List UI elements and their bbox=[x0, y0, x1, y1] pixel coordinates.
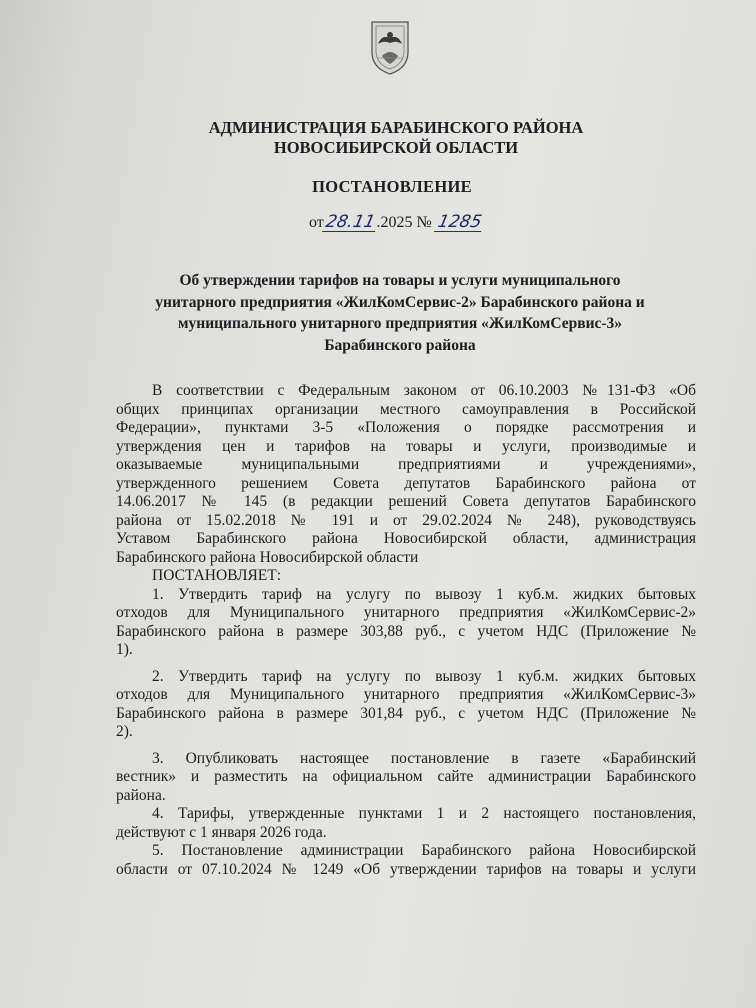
body-line: оказываемые муниципальными предприятиями и учреждениями», bbox=[116, 456, 696, 473]
body-line: вестник» и разместить на официальном сайте администрации Барабинского bbox=[116, 768, 696, 785]
subject-line: Об утверждении тарифов на товары и услуги муниципального bbox=[179, 272, 621, 289]
body-line: 3. Опубликовать настоящее постановление в газете «Барабинский bbox=[152, 749, 696, 767]
coat-of-arms-icon bbox=[366, 18, 414, 76]
body-line: Барабинского района Новосибирской области bbox=[116, 548, 419, 566]
subject-line: муниципального унитарного предприятия «ЖилКомСервис-3» bbox=[177, 315, 623, 332]
body-line: Барабинского района в размере 301,84 руб., с учетом НДС (Приложение № bbox=[116, 704, 696, 722]
item-4-paragraph bbox=[116, 805, 696, 842]
body-line: области от 07.10.2024 № 1249 «Об утверждении тарифов на товары и услуги bbox=[116, 860, 696, 878]
body-line: района от 15.02.2018 № 191 и от 29.02.2024 № 248), руководствуясь bbox=[116, 511, 696, 529]
body-line: Федерации», пунктами 3-5 «Положения о порядке рассмотрения и bbox=[116, 419, 696, 436]
body-line: 2. Утвердить тариф на услугу по вывозу 1 куб.м. жидких бытовых bbox=[152, 667, 696, 685]
body-line: 5. Постановление администрации Барабинского района Новосибирской bbox=[152, 842, 696, 859]
handwritten-date: 28.11 bbox=[323, 212, 377, 232]
subject-line: Барабинского района bbox=[324, 336, 476, 354]
item-5-paragraph bbox=[116, 842, 696, 879]
body-line: действуют с 1 января 2026 года. bbox=[116, 823, 327, 841]
document-type-title: ПОСТАНОВЛЕНИЕ bbox=[312, 177, 472, 196]
body-line: общих принципах организации местного самоуправления в Российской bbox=[116, 400, 696, 418]
handwritten-document-number: 1285 bbox=[435, 212, 484, 232]
resolves-heading: ПОСТАНОВЛЯЕТ: bbox=[152, 567, 282, 584]
item-3-paragraph bbox=[116, 750, 696, 806]
body-line: отходов для Муниципального унитарного предприятия «ЖилКомСервис-2» bbox=[116, 604, 696, 621]
body-line: 1). bbox=[116, 641, 133, 658]
organization-name-line2: НОВОСИБИРСКОЙ ОБЛАСТИ bbox=[273, 138, 519, 157]
date-number-line bbox=[18, 213, 756, 232]
organization-name-line1: АДМИНИСТРАЦИЯ БАРАБИНСКОГО РАЙОНА bbox=[208, 118, 584, 137]
document-body bbox=[116, 382, 696, 879]
subject-line: унитарного предприятия «ЖилКомСервис-2» Барабинского района и bbox=[155, 293, 645, 311]
body-line: 2). bbox=[116, 723, 133, 740]
body-line: В соответствии с Федеральным законом от 06.10.2003 №131-ФЗ «Об bbox=[152, 382, 696, 399]
body-line: отходов для Муниципального унитарного предприятия «ЖилКомСервис-3» bbox=[116, 686, 696, 703]
body-line: Уставом Барабинского района Новосибирской области, администрация bbox=[116, 530, 696, 547]
item-2-paragraph bbox=[116, 668, 696, 742]
body-line: 4. Тарифы, утвержденные пунктами 1 и 2 настоящего постановления, bbox=[152, 805, 696, 822]
body-line: 1. Утвердить тариф на услугу по вывозу 1 куб.м. жидких бытовых bbox=[152, 585, 696, 603]
document-subject bbox=[120, 270, 680, 356]
preamble-paragraph bbox=[116, 382, 696, 567]
body-line: утвержденного решением Совета депутатов Барабинского района от bbox=[116, 474, 696, 492]
date-prefix: от bbox=[309, 214, 324, 231]
item-1-paragraph bbox=[116, 586, 696, 660]
body-line: утверждения цен и тарифов на товары и услуги, производимые и bbox=[116, 437, 696, 455]
body-line: района. bbox=[116, 786, 166, 804]
date-year-number-label: .2025 № bbox=[376, 214, 432, 231]
body-line: Барабинского района в размере 303,88 руб., с учетом НДС (Приложение № bbox=[116, 622, 696, 640]
body-line: 14.06.2017 № 145 (в редакции решений Совета депутатов Барабинского bbox=[116, 493, 696, 510]
